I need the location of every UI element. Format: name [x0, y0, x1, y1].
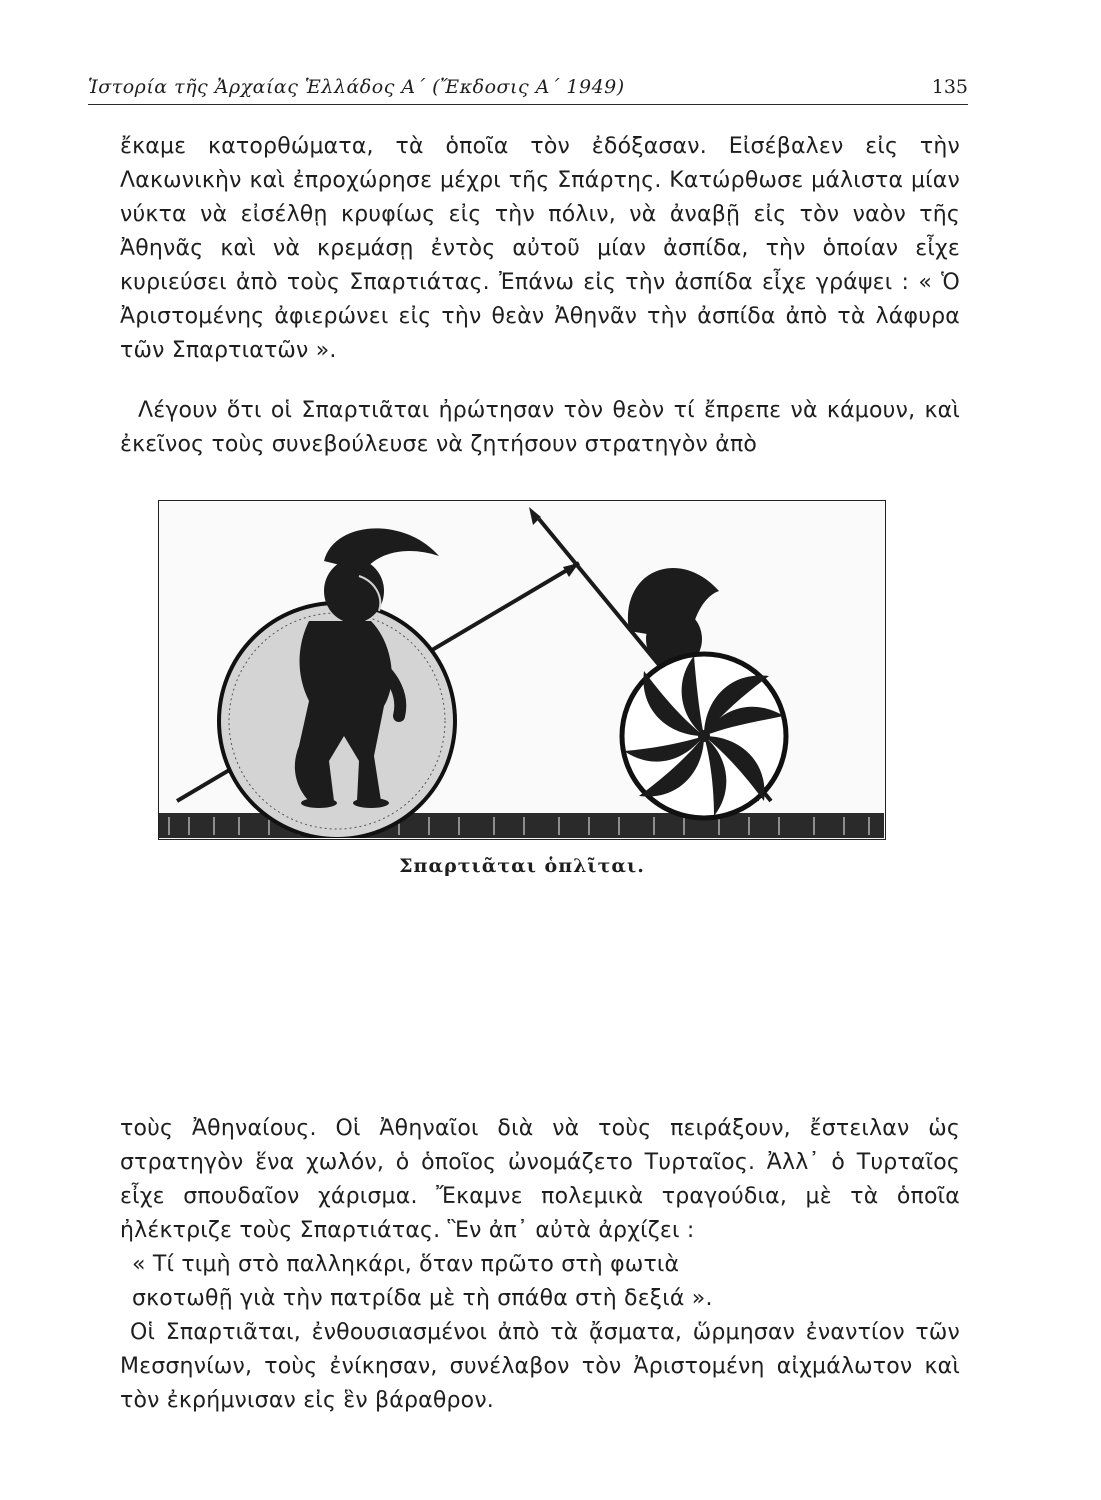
header-rule [88, 104, 968, 105]
paragraph-2: Λέγουν ὅτι οἱ Σπαρτιᾶται ἠρώτησαν τὸν θεὸν τί ἔπρεπε νὰ κάμουν, καὶ ἐκεῖνος τοὺς συνεβούλευσε νὰ ζητήσουν στρατηγὸν ἀπὸ [120, 398, 960, 457]
left-helmet-crest [324, 528, 439, 571]
right-hoplite [622, 568, 786, 818]
poem [120, 1248, 960, 1316]
poem-line-1: « Τί τιμὴ στὸ παλληκάρι, ὅταν πρῶτο στὴ φωτιὰ [132, 1252, 680, 1277]
paragraph-1: ἔκαμε κατορθώματα, τὰ ὁποῖα τὸν ἐδόξασαν. Εἰσέβαλεν εἰς τὴν Λακωνικὴν καὶ ἐπροχώρησε μέχρι τῆς Σπάρτης. Κατώρθωσε μάλιστα μίαν νύκτα νὰ εἰσέλθῃ κρυφίως εἰς τὴν πόλιν, νὰ ἀναβῇ εἰς τὸν ναὸν τῆς Ἀθηνᾶς καὶ νὰ κρεμάσῃ ἐντὸς αὐτοῦ μίαν ἀσπίδα, τὴν ὁποίαν εἶχε κυριεύσει ἀπὸ τοὺς Σπαρτιάτας. Ἐπάνω εἰς τὴν ἀσπίδα εἶχε γράψει : « Ὁ Ἀριστομένης ἀφιερώνει εἰς τὴν θεὰν Ἀθηνᾶν τὴν ἀσπίδα ἀπὸ τὰ λάφυρα τῶν Σπαρτιατῶν ». [120, 134, 960, 363]
figure-caption: Σπαρτιᾶται ὁπλῖται. [399, 855, 645, 877]
left-hoplite-head [324, 559, 384, 623]
page-number: 135 [931, 76, 968, 98]
left-hoplite [219, 528, 455, 838]
hoplites-illustration [158, 500, 886, 840]
paragraph-4: Οἱ Σπαρτιᾶται, ἐνθουσιασμένοι ἀπὸ τὰ ᾄσματα, ὥρμησαν ἐναντίον τῶν Μεσσηνίων, τοὺς ἐνίκησαν, συνέλαβον τὸν Ἀριστομένη αἰχμάλωτον καὶ τὸν ἐκρήμνισαν εἰς ἓν βάραθρον. [120, 1320, 960, 1413]
paragraph-3 [120, 1112, 960, 1418]
page-header [88, 76, 968, 106]
paragraph-3-text: τοὺς Ἀθηναίους. Οἱ Ἀθηναῖοι διὰ νὰ τοὺς πειράξουν, ἔστειλαν ὡς στρατηγὸν ἕνα χωλόν, ὁ ὁποῖος ὠνομάζετο Τυρταῖος. Ἀλλ᾽ ὁ Τυρταῖος εἶχε σπουδαῖον χάρισμα. Ἔκαμνε πολεμικὰ τραγούδια, μὲ τὰ ὁποῖα ἠλέκτριζε τοὺς Σπαρτιάτας. Ἓν ἀπ᾽ αὐτὰ ἀρχίζει : [120, 1116, 960, 1243]
hoplites-drawing [159, 501, 884, 838]
poem-line-2: σκοτωθῇ γιὰ τὴν πατρίδα μὲ τὴ σπάθα στὴ δεξιά ». [132, 1286, 713, 1311]
running-title: Ἱστορία τῆς Ἀρχαίας Ἑλλάδος Α΄ (Ἔκδοσις Α΄ 1949) [88, 76, 625, 98]
